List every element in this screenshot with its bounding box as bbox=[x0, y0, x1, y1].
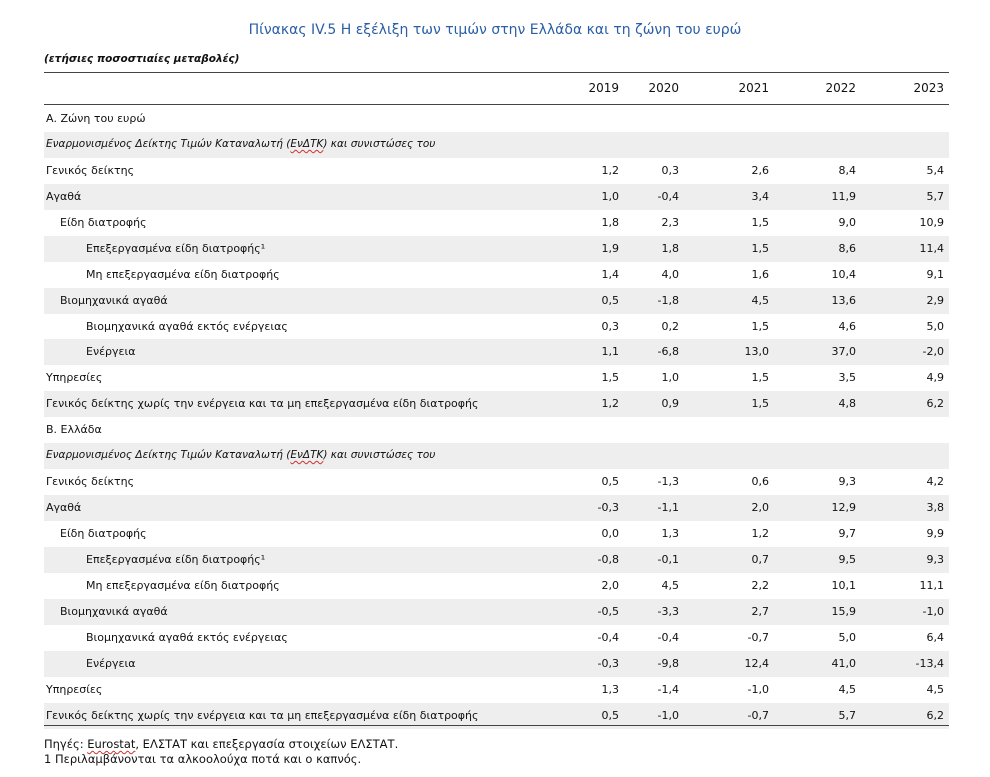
row-label: Αγαθά bbox=[46, 189, 82, 203]
cell-2021: 13,0 bbox=[744, 345, 769, 359]
cell-2021: 2,7 bbox=[751, 604, 769, 618]
cell-2023: 9,3 bbox=[926, 552, 944, 566]
table-header bbox=[44, 81, 949, 101]
cell-2022: 4,5 bbox=[838, 682, 856, 696]
cell-2022: 4,8 bbox=[838, 397, 856, 411]
table-row bbox=[44, 262, 949, 288]
row-label: Ενέργεια bbox=[86, 345, 136, 359]
cell-2022: 12,9 bbox=[831, 501, 856, 515]
cell-2020: 0,9 bbox=[661, 397, 679, 411]
row-label bbox=[46, 443, 435, 469]
cell-2022: 10,4 bbox=[831, 267, 856, 281]
cell-2022: 5,7 bbox=[838, 708, 856, 722]
table-row bbox=[44, 184, 949, 210]
row-label-part: Εναρμονισμένος Δείκτης Τιμών Καταναλωτή ( bbox=[46, 449, 291, 462]
year-header-2020: 2020 bbox=[648, 81, 679, 95]
cell-2019: 1,2 bbox=[601, 163, 619, 177]
cell-2019: 1,2 bbox=[601, 397, 619, 411]
source-note bbox=[44, 737, 398, 751]
unit-caption: (ετήσιες ποσοστιαίες μεταβολές) bbox=[44, 53, 240, 65]
cell-2020: 4,0 bbox=[661, 267, 679, 281]
table-row bbox=[44, 314, 949, 340]
cell-2023: -13,4 bbox=[915, 656, 944, 670]
table-row bbox=[44, 573, 949, 599]
cell-2023: 2,9 bbox=[926, 293, 944, 307]
table-row bbox=[44, 236, 949, 262]
section-row bbox=[44, 417, 949, 443]
cell-2023: -1,0 bbox=[922, 604, 944, 618]
table-row bbox=[44, 599, 949, 625]
cell-2021: -0,7 bbox=[747, 630, 769, 644]
cell-2019: 2,0 bbox=[601, 578, 619, 592]
cell-2020: -1,4 bbox=[657, 682, 679, 696]
cell-2020: -0,4 bbox=[657, 189, 679, 203]
cell-2021: 0,6 bbox=[751, 475, 769, 489]
cell-2019: -0,8 bbox=[597, 552, 619, 566]
source-suffix: , ΕΛΣΤΑΤ και επεξεργασία στοιχείων ΕΛΣΤΑΤ. bbox=[135, 737, 399, 751]
cell-2020: 0,3 bbox=[661, 163, 679, 177]
cell-2020: -0,4 bbox=[657, 630, 679, 644]
top-rule bbox=[44, 72, 949, 73]
row-label: Β. Ελλάδα bbox=[46, 423, 102, 437]
table-row bbox=[44, 210, 949, 236]
table-row bbox=[44, 469, 949, 495]
cell-2021: 1,5 bbox=[751, 371, 769, 385]
row-label: Γενικός δείκτης χωρίς την ενέργεια και τα μη επεξεργασμένα είδη διατροφής bbox=[46, 397, 479, 411]
cell-2021: 12,4 bbox=[744, 656, 769, 670]
cell-2019: -0,3 bbox=[597, 501, 619, 515]
cell-2022: 13,6 bbox=[831, 293, 856, 307]
cell-2021: 1,2 bbox=[751, 527, 769, 540]
cell-2023: 6,2 bbox=[926, 397, 944, 411]
cell-2020: -1,0 bbox=[657, 708, 679, 722]
row-label: Γενικός δείκτης bbox=[46, 475, 135, 489]
cell-2020: 1,8 bbox=[661, 241, 679, 255]
cell-2019: 1,9 bbox=[601, 241, 619, 255]
cell-2022: 41,0 bbox=[831, 656, 856, 670]
cell-2019: 0,5 bbox=[601, 708, 619, 722]
row-label: Βιομηχανικά αγαθά bbox=[60, 293, 168, 307]
cell-2021: 0,7 bbox=[751, 552, 769, 566]
cell-2023: 3,8 bbox=[926, 501, 944, 515]
subheading-row bbox=[44, 443, 949, 469]
cell-2019: 1,0 bbox=[601, 189, 619, 203]
cell-2023: 11,4 bbox=[919, 241, 944, 255]
cell-2022: 9,5 bbox=[838, 552, 856, 566]
cell-2022: 9,3 bbox=[838, 475, 856, 489]
cell-2022: 15,9 bbox=[831, 604, 856, 618]
table-body bbox=[44, 106, 949, 729]
cell-2023: 11,1 bbox=[919, 578, 944, 592]
cell-2022: 9,7 bbox=[838, 527, 856, 540]
year-header-2019: 2019 bbox=[588, 81, 619, 95]
cell-2021: -1,0 bbox=[747, 682, 769, 696]
row-label: Είδη διατροφής bbox=[60, 527, 147, 540]
cell-2022: 4,6 bbox=[838, 319, 856, 333]
cell-2021: 1,5 bbox=[751, 241, 769, 255]
cell-2020: -1,1 bbox=[657, 501, 679, 515]
cell-2023: 5,7 bbox=[926, 189, 944, 203]
row-label-abbrev: ΕνΔΤΚ bbox=[290, 449, 324, 462]
year-header-2023: 2023 bbox=[913, 81, 944, 95]
row-label: Υπηρεσίες bbox=[46, 682, 103, 696]
bottom-rule bbox=[44, 725, 949, 726]
cell-2022: 10,1 bbox=[831, 578, 856, 592]
cell-2022: 8,6 bbox=[838, 241, 856, 255]
year-header-2022: 2022 bbox=[825, 81, 856, 95]
cell-2023: -2,0 bbox=[922, 345, 944, 359]
cell-2020: -1,8 bbox=[657, 293, 679, 307]
row-label: Γενικός δείκτης χωρίς την ενέργεια και τα μη επεξεργασμένα είδη διατροφής bbox=[46, 708, 479, 722]
cell-2020: 0,2 bbox=[661, 319, 679, 333]
cell-2020: 1,3 bbox=[661, 527, 679, 540]
row-label-part: ) και συνιστώσες του bbox=[323, 449, 436, 462]
cell-2020: 4,5 bbox=[661, 578, 679, 592]
row-label: Αγαθά bbox=[46, 501, 82, 515]
cell-2021: 1,5 bbox=[751, 215, 769, 229]
row-label: Είδη διατροφής bbox=[60, 215, 147, 229]
cell-2020: 2,3 bbox=[661, 215, 679, 229]
cell-2020: -1,3 bbox=[657, 475, 679, 489]
cell-2019: 1,1 bbox=[601, 345, 619, 359]
row-label: Επεξεργασμένα είδη διατροφής¹ bbox=[86, 552, 266, 566]
cell-2023: 10,9 bbox=[919, 215, 944, 229]
table-row bbox=[44, 365, 949, 391]
row-label: Βιομηχανικά αγαθά εκτός ενέργειας bbox=[86, 319, 288, 333]
cell-2020: 1,0 bbox=[661, 371, 679, 385]
row-label: Μη επεξεργασμένα είδη διατροφής bbox=[86, 578, 280, 592]
cell-2022: 37,0 bbox=[831, 345, 856, 359]
table-title: Πίνακας IV.5 Η εξέλιξη των τιμών στην Ελλάδα και τη ζώνη του ευρώ bbox=[248, 22, 742, 38]
cell-2022: 11,9 bbox=[831, 189, 856, 203]
cell-2019: 0,5 bbox=[601, 293, 619, 307]
row-label-part: ) και συνιστώσες του bbox=[323, 137, 436, 150]
source-eurostat: Eurostat bbox=[87, 737, 136, 751]
cell-2021: 2,6 bbox=[751, 163, 769, 177]
table-row bbox=[44, 625, 949, 651]
cell-2019: -0,3 bbox=[597, 656, 619, 670]
cell-2020: -3,3 bbox=[657, 604, 679, 618]
table-row bbox=[44, 677, 949, 703]
cell-2019: 0,3 bbox=[601, 319, 619, 333]
table-row bbox=[44, 651, 949, 677]
subheading-row bbox=[44, 132, 949, 158]
cell-2021: 1,5 bbox=[751, 397, 769, 411]
row-label: Α. Ζώνη του ευρώ bbox=[46, 112, 146, 125]
year-header-2021: 2021 bbox=[738, 81, 769, 95]
cell-2022: 9,0 bbox=[838, 215, 856, 229]
cell-2021: -0,7 bbox=[747, 708, 769, 722]
cell-2023: 5,4 bbox=[926, 163, 944, 177]
cell-2021: 4,5 bbox=[751, 293, 769, 307]
table-row bbox=[44, 339, 949, 365]
header-rule bbox=[44, 104, 949, 105]
cell-2023: 6,2 bbox=[926, 708, 944, 722]
cell-2023: 6,4 bbox=[926, 630, 944, 644]
row-label-abbrev: ΕνΔΤΚ bbox=[290, 137, 324, 150]
row-label: Ενέργεια bbox=[86, 656, 136, 670]
row-label: Βιομηχανικά αγαθά bbox=[60, 604, 168, 618]
section-row bbox=[44, 106, 949, 132]
cell-2021: 1,5 bbox=[751, 319, 769, 333]
cell-2019: 1,8 bbox=[601, 215, 619, 229]
cell-2019: -0,4 bbox=[597, 630, 619, 644]
cell-2019: 0,0 bbox=[601, 527, 619, 540]
cell-2022: 5,0 bbox=[838, 630, 856, 644]
row-label: Επεξεργασμένα είδη διατροφής¹ bbox=[86, 241, 266, 255]
cell-2019: 1,4 bbox=[601, 267, 619, 281]
row-label: Υπηρεσίες bbox=[46, 371, 103, 385]
cell-2021: 3,4 bbox=[751, 189, 769, 203]
cell-2021: 2,2 bbox=[751, 578, 769, 592]
row-label bbox=[46, 132, 435, 158]
cell-2019: -0,5 bbox=[597, 604, 619, 618]
table-row bbox=[44, 158, 949, 184]
source-prefix: Πηγές: bbox=[44, 737, 88, 751]
cell-2019: 1,3 bbox=[601, 682, 619, 696]
cell-2020: -0,1 bbox=[657, 552, 679, 566]
cell-2021: 2,0 bbox=[751, 501, 769, 515]
cell-2020: -6,8 bbox=[657, 345, 679, 359]
table-row bbox=[44, 521, 949, 547]
cell-2019: 1,5 bbox=[601, 371, 619, 385]
footnote-1: 1 Περιλαμβάνονται τα αλκοολούχα ποτά και ο καπνός. bbox=[44, 752, 362, 766]
cell-2023: 4,9 bbox=[926, 371, 944, 385]
table-row bbox=[44, 391, 949, 417]
cell-2020: -9,8 bbox=[657, 656, 679, 670]
table-row bbox=[44, 495, 949, 521]
cell-2019: 0,5 bbox=[601, 475, 619, 489]
table-row bbox=[44, 547, 949, 573]
cell-2022: 3,5 bbox=[838, 371, 856, 385]
cell-2023: 5,0 bbox=[926, 319, 944, 333]
row-label: Γενικός δείκτης bbox=[46, 163, 135, 177]
row-label-part: Εναρμονισμένος Δείκτης Τιμών Καταναλωτή ( bbox=[46, 137, 291, 150]
cell-2023: 9,9 bbox=[926, 527, 944, 540]
cell-2023: 4,5 bbox=[926, 682, 944, 696]
cell-2023: 9,1 bbox=[926, 267, 944, 281]
row-label: Βιομηχανικά αγαθά εκτός ενέργειας bbox=[86, 630, 288, 644]
cell-2022: 8,4 bbox=[838, 163, 856, 177]
row-label: Μη επεξεργασμένα είδη διατροφής bbox=[86, 267, 280, 281]
table-row bbox=[44, 288, 949, 314]
cell-2021: 1,6 bbox=[751, 267, 769, 281]
cell-2023: 4,2 bbox=[926, 475, 944, 489]
